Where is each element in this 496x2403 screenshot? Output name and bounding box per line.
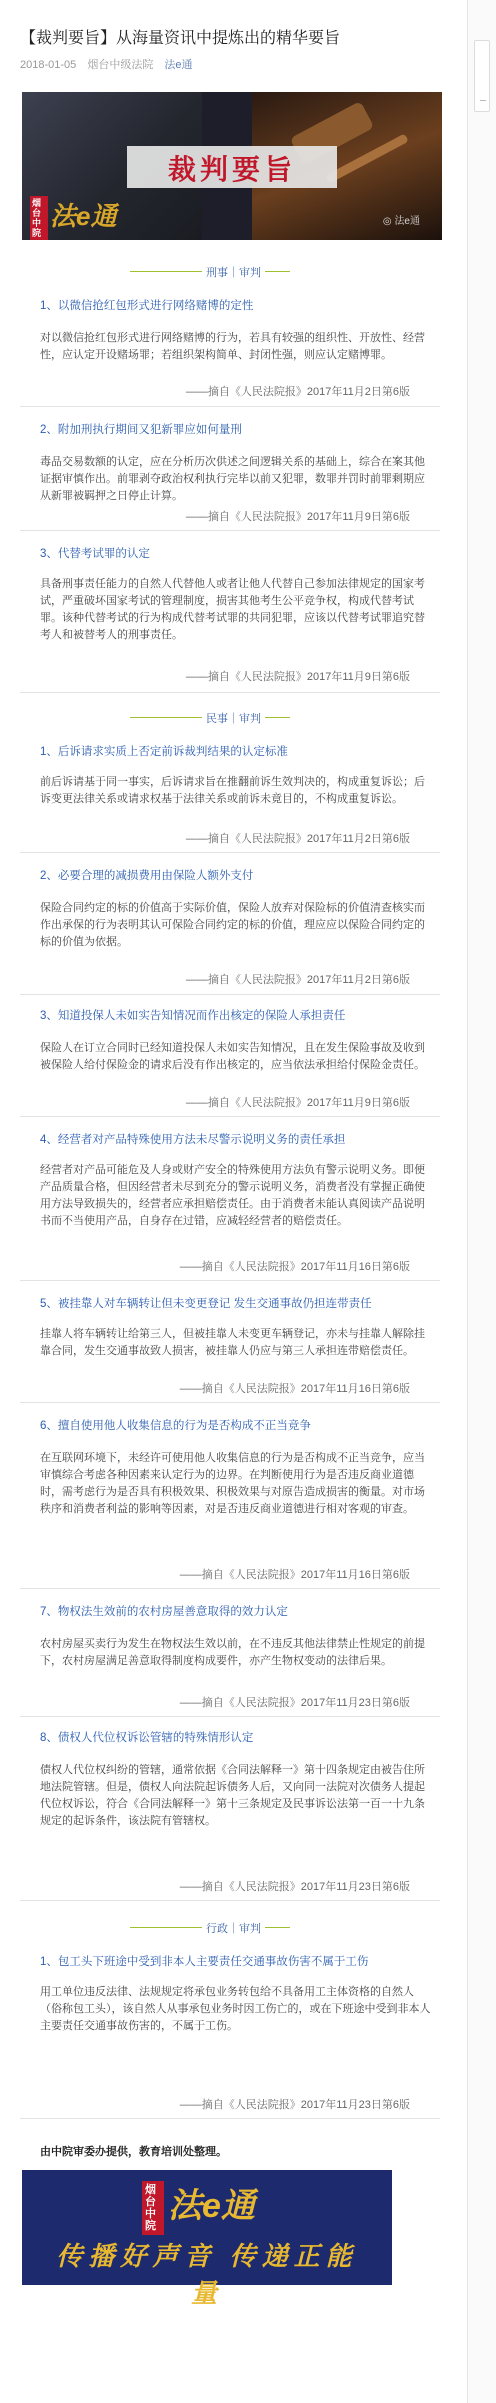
item-source: ——摘自《人民法院报》2017年11月9日第6版 [185, 671, 410, 683]
item-divider [20, 1116, 440, 1117]
section-label-criminal: 刑事｜审判 [202, 264, 265, 280]
item-source: ——摘自《人民法院报》2017年11月2日第6版 [185, 386, 410, 398]
item-heading: 2、必要合理的减损费用由保险人额外支付 [40, 870, 254, 882]
section-divider-administrative [20, 1918, 440, 1938]
footer-logo-banner [22, 2170, 392, 2308]
item-source: ——摘自《人民法院报》2017年11月23日第6版 [179, 1697, 410, 1709]
section-divider-civil [20, 708, 440, 728]
item-body: 债权人代位权纠纷的管辖，通常依据《合同法解释一》第十四条规定由被告住所地法院管辖。但是，债权人向法院起诉债务人后，又向同一法院对次债务人提起代位权诉讼，符合《合同法解释一》第十三条规定及民事诉讼法第一百一十九条规定的起诉条件，该法院有管辖权。 [40, 1764, 425, 1827]
item-body: 农村房屋买卖行为发生在物权法生效以前，在不违反其他法律禁止性规定的前提下，农村房屋满足善意取得制度构成要件，亦产生物权变动的法律后果。 [40, 1638, 425, 1667]
banner-logo-chip: 烟台中院 [30, 196, 48, 240]
item-divider [20, 1716, 440, 1717]
item-divider [20, 1402, 440, 1403]
banner-heading: 裁判要旨 [167, 154, 296, 185]
item-body: 对以微信抢红包形式进行网络赌博的行为，若具有较强的组织性、开放性、经营性，应认定开设赌场罪；若组织架构简单、封闭性强，则应认定赌博罪。 [40, 332, 425, 361]
item-divider [20, 1900, 440, 1901]
item-body: 用工单位违反法律、法规规定将承包业务转包给不具备用工主体资格的自然人（俗称包工头），该自然人从事承包业务时因工伤亡的，或在下班途中受到非本人主要责任交通事故伤害的，不属于工伤。 [40, 1986, 431, 2032]
item-body: 保险人在订立合同时已经知道投保人未如实告知情况，且在发生保险事故及收到被保险人给付保险金的请求后没有作出核定的，应当依法承担给付保险金责任。 [40, 1042, 425, 1071]
item-divider [20, 2118, 440, 2119]
item-source: ——摘自《人民法院报》2017年11月9日第6版 [185, 1097, 410, 1109]
item-divider [20, 530, 440, 531]
item-source: ——摘自《人民法院报》2017年11月23日第6版 [179, 1881, 410, 1893]
item-heading: 1、包工头下班途中受到非本人主要责任交通事故伤害不属于工伤 [40, 1956, 369, 1968]
account-link[interactable]: 法e通 [164, 59, 193, 71]
item-body: 在互联网环境下，未经许可使用他人收集信息的行为是否构成不正当竞争，应当审慎综合考虑各种因素来认定行为的边界。在判断使用行为是否违反商业道德时，需考虑行为是否具有积极效果、积极效果与对原告造成损害的衡量。对市场秩序和消费者利益的影响等因素，对是否违反商业道德进行相对客观的审查。 [40, 1452, 425, 1515]
item-heading: 3、代替考试罪的认定 [40, 548, 150, 560]
item-heading: 4、经营者对产品特殊使用方法未尽警示说明义务的责任承担 [40, 1134, 346, 1146]
item-heading: 7、物权法生效前的农村房屋善意取得的效力认定 [40, 1606, 288, 1618]
item-divider [20, 1280, 440, 1281]
item-divider [20, 994, 440, 995]
item-body: 挂靠人将车辆转让给第三人，但被挂靠人未变更车辆登记，亦未与挂靠人解除挂靠合同，发生交通事故致人损害，被挂靠人仍应与第三人承担连带赔偿责任。 [40, 1328, 425, 1357]
item-divider [20, 1588, 440, 1589]
scrollbar-thumb[interactable] [474, 40, 490, 112]
item-source: ——摘自《人民法院报》2017年11月16日第6版 [179, 1261, 410, 1273]
item-source: ——摘自《人民法院报》2017年11月2日第6版 [185, 974, 410, 986]
item-divider [20, 692, 440, 693]
footer-brand [142, 2178, 255, 2235]
item-source: ——摘自《人民法院报》2017年11月9日第6版 [185, 511, 410, 523]
item-source: ——摘自《人民法院报》2017年11月16日第6版 [179, 1569, 410, 1581]
item-body: 前后诉请基于同一事实，后诉请求旨在推翻前诉生效判决的，构成重复诉讼；后诉变更法律关系或请求权基于法律关系或前诉未竟目的，不构成重复诉讼。 [40, 776, 425, 805]
item-divider [20, 406, 440, 407]
scrollbar-marker [480, 100, 486, 101]
wechat-watermark-text: 法e通 [394, 216, 420, 227]
item-body: 具备刑事责任能力的自然人代替他人或者让他人代替自己参加法律规定的国家考试，严重破坏国家考试的管理制度，损害其他考生公平竞争权，构成代替考试罪。该种代替考试的行为构成代替考试罪的共同犯罪，应该以代替考试罪追究替考人和被替考人的刑事责任。 [40, 578, 425, 641]
footer-slogan: 传播好声音 传递正能量 [56, 2241, 358, 2308]
item-body: 经营者对产品可能危及人身或财产安全的特殊使用方法负有警示说明义务。即便产品质量合格，但因经营者未尽到充分的警示说明义务，消费者没有掌握正确使用方法导致损失的，经营者应承担赔偿责任。由于消费者未能认真阅读产品说明书而不当使用产品，自身存在过错，应减轻经营者的赔偿责任。 [40, 1164, 425, 1227]
item-heading: 8、债权人代位权诉讼管辖的特殊情形认定 [40, 1732, 254, 1744]
author-name: 烟台中级法院 [87, 59, 154, 71]
item-heading: 5、被挂靠人对车辆转让但未变更登记 发生交通事故仍担连带责任 [40, 1298, 372, 1310]
section-label-civil: 民事｜审判 [202, 710, 265, 726]
footer-brand-text: 法e通 [168, 2187, 255, 2225]
article-title: 【裁判要旨】从海量资讯中提炼出的精华要旨 [20, 29, 341, 47]
header-banner [22, 92, 442, 240]
item-body: 毒品交易数额的认定，应在分析历次供述之间逻辑关系的基础上，综合在案其他证据审慎作出。前罪剥夺政治权利执行完毕以前又犯罪，数罪并罚时前罪剩期应从新罪被羁押之日停止计算。 [40, 456, 425, 502]
article-meta [20, 56, 201, 72]
item-body: 保险合同约定的标的价值高于实际价值，保险人放弃对保险标的价值清查核实而作出承保的行为表明其认可保险合同约定的标的价值，理应应以保险合同约定的标的价值为依据。 [40, 902, 425, 948]
page-scrollbar[interactable] [467, 0, 496, 2403]
item-source: ——摘自《人民法院报》2017年11月23日第6版 [179, 2099, 410, 2111]
item-heading: 6、擅自使用他人收集信息的行为是否构成不正当竞争 [40, 1420, 311, 1432]
item-source: ——摘自《人民法院报》2017年11月16日第6版 [179, 1383, 410, 1395]
section-label-administrative: 行政｜审判 [202, 1920, 265, 1936]
banner-logo-text: 法e通 [50, 201, 117, 231]
banner-logo [30, 196, 116, 240]
item-heading: 3、知道投保人未如实告知情况而作出核定的保险人承担责任 [40, 1010, 346, 1022]
footer-brand-chip: 烟台中院 [142, 2181, 164, 2235]
item-heading: 2、附加刑执行期间又犯新罪应如何量刑 [40, 424, 242, 436]
closing-note: 由中院审委办提供，教育培训处整理。 [40, 2146, 227, 2158]
section-divider-criminal [20, 262, 440, 282]
publish-date: 2018-01-05 [20, 59, 77, 71]
item-source: ——摘自《人民法院报》2017年11月2日第6版 [185, 833, 410, 845]
item-divider [20, 852, 440, 853]
item-heading: 1、后诉请求实质上否定前诉裁判结果的认定标准 [40, 746, 288, 758]
wechat-watermark: ◎ 法e通 [382, 216, 420, 227]
item-heading: 1、以微信抢红包形式进行网络赌博的定性 [40, 300, 254, 312]
